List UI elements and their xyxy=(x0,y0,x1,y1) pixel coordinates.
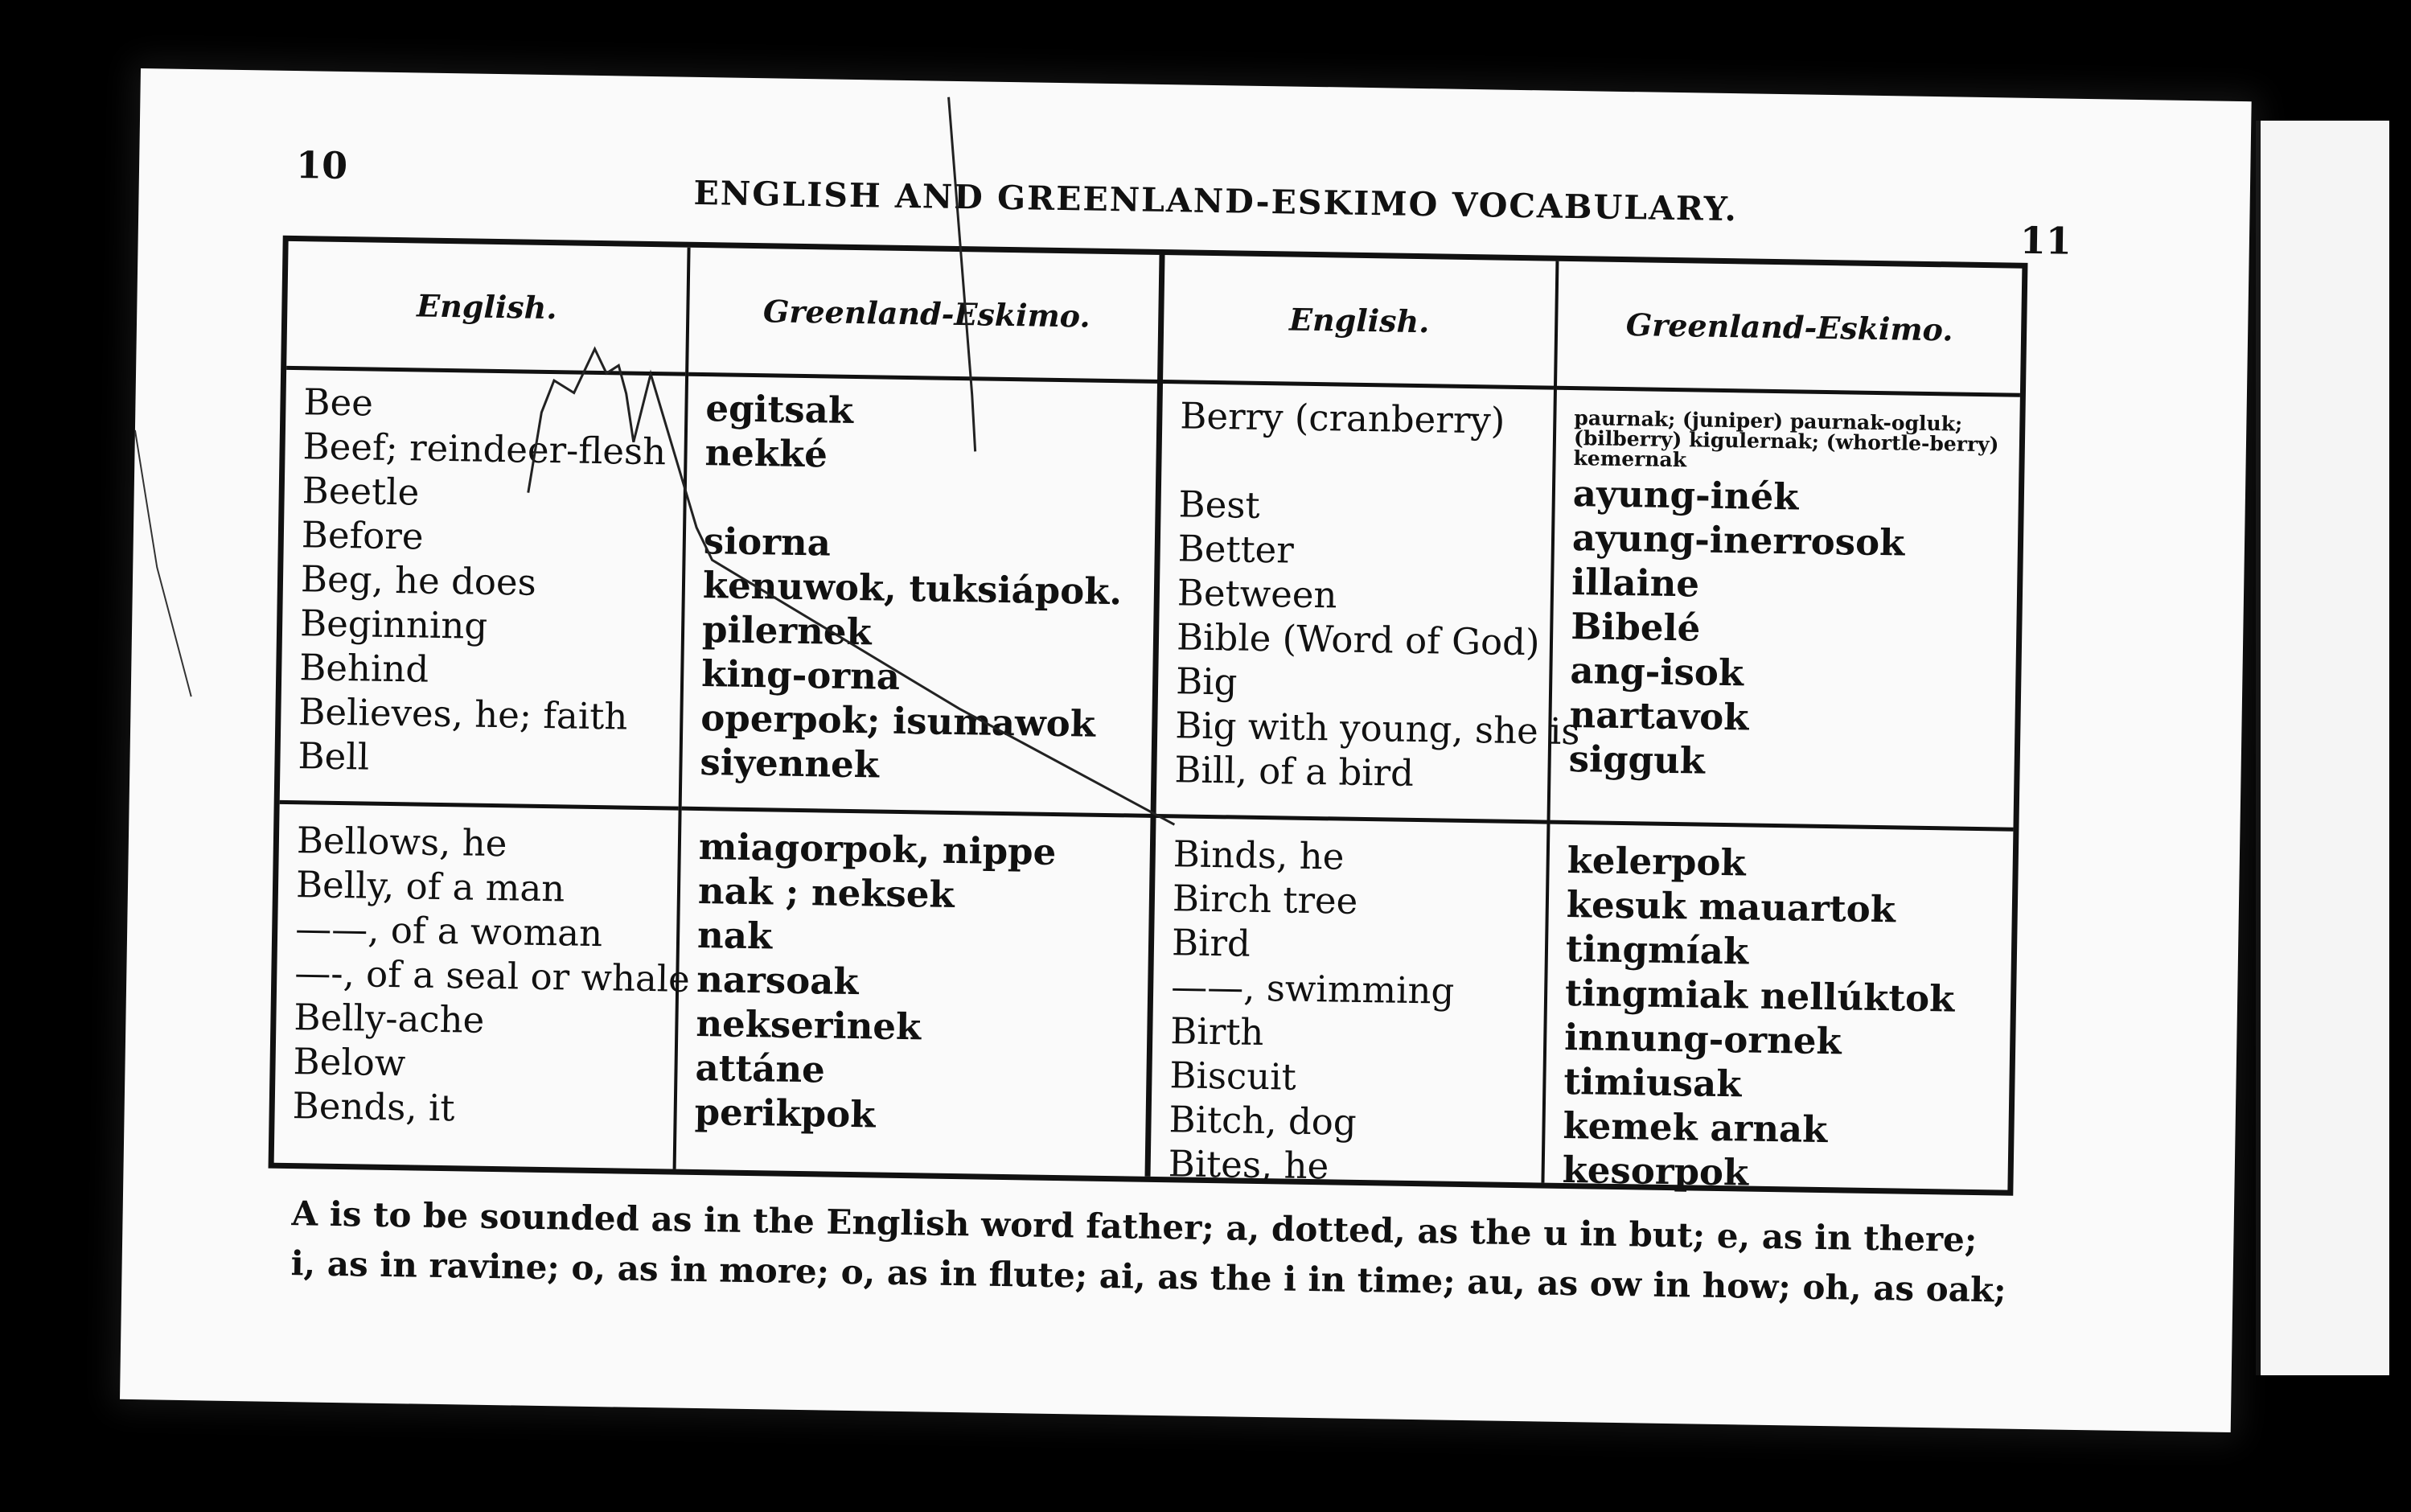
list-item: Berry (cranberry) xyxy=(1179,394,1505,442)
list-item: sigguk xyxy=(1568,738,1706,783)
page-number-right: 11 xyxy=(2019,218,2072,263)
left-english-section-a xyxy=(280,370,685,811)
list-item: siyennek xyxy=(700,741,880,787)
list-item: Belly, of a man xyxy=(295,863,565,910)
list-item: tingmiak nellúktok xyxy=(1564,971,1955,1021)
list-item: Believes, he; faith xyxy=(298,690,628,738)
column-header: Greenland-Eskimo. xyxy=(688,248,1164,384)
list-item: miagorpok, nippe xyxy=(698,825,1057,873)
list-item: nak ; neksek xyxy=(697,869,955,917)
list-item: Beef; reindeer-flesh xyxy=(302,425,667,474)
list-item: egitsak xyxy=(705,387,854,432)
right-english-section-b xyxy=(1150,822,1546,1186)
berry-note: paurnak; (juniper) paurnak-ogluk; (bilberry) kigulernak; (whortle-berry) kemernak xyxy=(1573,406,1999,472)
list-item: Behind xyxy=(298,646,429,691)
footnote-line-1: A is to be sounded as in the English word father; a, dotted, as the u in but; e, as in there; xyxy=(291,1194,1978,1260)
list-item: Beg, he does xyxy=(300,557,537,604)
list-item: Bends, it xyxy=(292,1084,455,1130)
left-eskimo-section-b xyxy=(676,815,1156,1180)
list-item: attáne xyxy=(695,1046,826,1091)
list-item: perikpok xyxy=(694,1090,876,1136)
list-item: Bibelé xyxy=(1570,605,1701,650)
list-item: operpok; isumawok xyxy=(700,696,1096,746)
list-item: nekké xyxy=(704,431,828,476)
list-item: innung-ornek xyxy=(1563,1015,1842,1063)
list-item: nak xyxy=(696,914,773,958)
list-item: Birch tree xyxy=(1172,877,1358,922)
list-item: kesuk mauartok xyxy=(1566,882,1896,931)
list-item: kesorpok xyxy=(1562,1148,1749,1194)
list-item: Bellows, he xyxy=(296,819,507,865)
left-english-column xyxy=(274,241,691,1169)
list-item xyxy=(1179,438,1553,487)
list-item: ayung-inék xyxy=(1572,472,1799,519)
list-item: Bee xyxy=(303,380,374,425)
facing-page-edge xyxy=(2256,121,2389,1375)
list-item: kemek arnak xyxy=(1563,1103,1828,1152)
list-item: Beetle xyxy=(302,469,420,514)
list-item: Bites, he xyxy=(1168,1142,1329,1188)
column-header: Greenland-Eskimo. xyxy=(1557,261,2022,397)
footnote-line-2: i, as in ravine; o, as in more; o, as in flute; ai, as the i in time; au, as ow in how; oh, as oak; xyxy=(290,1243,2006,1310)
list-item: Beginning xyxy=(299,602,488,647)
list-item: Big xyxy=(1175,659,1238,704)
list-item: ——, swimming xyxy=(1170,965,1455,1013)
left-eskimo-column xyxy=(676,248,1165,1177)
list-item: Bird xyxy=(1171,921,1251,965)
list-item xyxy=(704,475,1161,526)
right-english-section-a xyxy=(1156,384,1580,824)
column-header: English. xyxy=(1163,255,1555,390)
list-item: Before xyxy=(301,513,424,558)
crack-line xyxy=(131,430,195,696)
list-item: Below xyxy=(293,1040,406,1085)
list-item: ayung-inerrosok xyxy=(1571,516,1905,565)
left-eskimo-section-a xyxy=(682,376,1163,818)
page-number-left: 10 xyxy=(295,143,348,188)
list-item: nartavok xyxy=(1569,693,1749,739)
right-eskimo-section-b xyxy=(1544,828,2013,1194)
list-item: Binds, he xyxy=(1173,832,1345,878)
running-head-title: ENGLISH AND GREENLAND-ESKIMO VOCABULARY. xyxy=(693,173,1739,229)
list-item: Biscuit xyxy=(1169,1054,1297,1099)
list-item: Birth xyxy=(1169,1009,1264,1054)
list-item: kelerpok xyxy=(1567,838,1747,885)
pronunciation-footnote xyxy=(290,1189,2013,1316)
list-item: Between xyxy=(1177,571,1337,617)
list-item: Bible (Word of God) xyxy=(1176,615,1540,664)
vocabulary-table xyxy=(269,236,2028,1196)
right-eskimo-section-a xyxy=(1550,390,2019,832)
column-header: English. xyxy=(286,241,687,376)
list-item: siorna xyxy=(703,520,832,565)
list-item: king-orna xyxy=(700,652,901,698)
list-item: Bell xyxy=(298,734,370,779)
list-item: —-, of a seal or whale xyxy=(294,951,691,1000)
book-page xyxy=(120,68,2252,1432)
list-item: Belly-ache xyxy=(294,996,485,1042)
list-item: Bitch, dog xyxy=(1169,1098,1357,1144)
list-item: narsoak xyxy=(696,958,859,1004)
list-item: illaine xyxy=(1571,561,1700,606)
list-item: ——, of a woman xyxy=(294,907,603,955)
list-item: Best xyxy=(1178,483,1260,527)
table-right-half xyxy=(1151,255,2023,1194)
list-item: tingmíak xyxy=(1565,927,1749,973)
list-item: Better xyxy=(1177,527,1295,572)
list-item: ang-isok xyxy=(1570,649,1744,695)
right-eskimo-column xyxy=(1544,261,2022,1194)
table-left-half xyxy=(274,241,1165,1177)
list-item: timiusak xyxy=(1563,1059,1742,1106)
list-item: kenuwok, tuksiápok. xyxy=(702,564,1123,614)
left-english-section-b xyxy=(274,808,691,1173)
list-item: Bill, of a bird xyxy=(1174,748,1415,795)
list-item: Big with young, she is xyxy=(1174,704,1580,754)
list-item: pilernek xyxy=(701,608,873,654)
list-item: nekserinek xyxy=(696,1001,922,1049)
right-english-column xyxy=(1151,255,1580,1188)
